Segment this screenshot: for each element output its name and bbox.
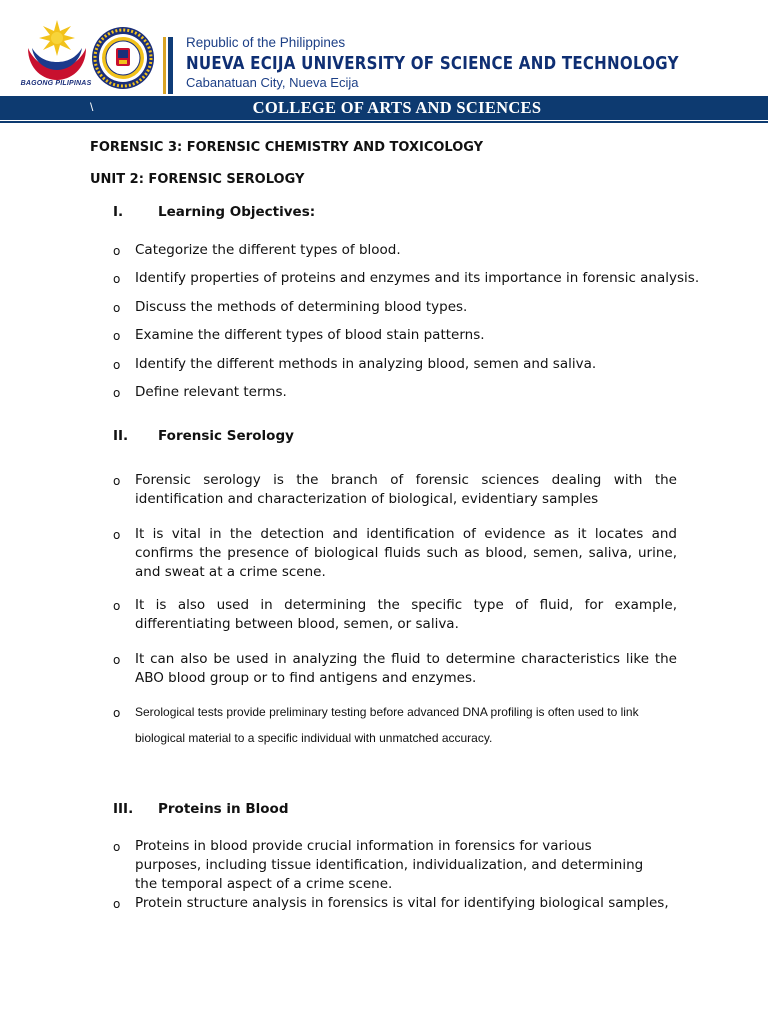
section-1-number: I. xyxy=(113,204,124,220)
banner-mark: \ xyxy=(90,100,94,114)
unit-title: UNIT 2: FORENSIC SEROLOGY xyxy=(90,172,305,187)
letterhead xyxy=(0,0,768,124)
college-name: COLLEGE OF ARTS AND SCIENCES xyxy=(252,98,542,117)
list-item: Examine the different types of blood stain patterns. xyxy=(135,327,485,343)
bullet-marker: o xyxy=(113,897,121,911)
list-item: Protein structure analysis in forensics is vital for identifying biological samples, xyxy=(135,895,669,911)
list-item: Identify the different methods in analyzing blood, semen and saliva. xyxy=(135,356,597,372)
university-location: Cabanatuan City, Nueva Ecija xyxy=(186,75,359,90)
bullet-marker: o xyxy=(113,244,121,258)
paragraph-item: It can also be used in analyzing the fluid to determine characteristics like the ABO blood group or to find antigens and enzymes. xyxy=(135,651,677,686)
course-title: FORENSIC 3: FORENSIC CHEMISTRY AND TOXICOLOGY xyxy=(90,140,484,155)
bullet-marker: o xyxy=(113,386,121,400)
republic-label: Republic of the Philippines xyxy=(186,35,346,50)
bullet-marker: o xyxy=(113,706,121,720)
university-name: NUEVA ECIJA UNIVERSITY OF SCIENCE AND TECHNOLOGY xyxy=(186,54,679,74)
paragraph-item: Forensic serology is the branch of forensic sciences dealing with the identification and characterization of biological, evidentiary samples xyxy=(135,472,677,507)
paragraph-item: Proteins in blood provide crucial information in forensics for various purposes, including tissue identification, individualization, and determining the temporal aspect of a crime scene. xyxy=(135,838,644,892)
college-banner-underline xyxy=(0,121,768,123)
section-3-title: Proteins in Blood xyxy=(158,801,289,817)
university-seal-icon xyxy=(91,26,155,90)
list-item: Categorize the different types of blood. xyxy=(135,242,401,258)
bullet-marker: o xyxy=(113,840,121,854)
bullet-marker: o xyxy=(113,599,121,613)
paragraph-item: It is also used in determining the specific type of fluid, for example, differentiating between blood, semen, or saliva. xyxy=(135,597,677,632)
list-item: Identify properties of proteins and enzymes and its importance in forensic analysis. xyxy=(135,270,700,286)
paragraph-item: It is vital in the detection and identification of evidence as it locates and confirms the presence of biological fluids such as blood, semen, saliva, urine, and sweat at a crime scene. xyxy=(135,526,677,580)
list-item: Define relevant terms. xyxy=(135,384,287,400)
section-1-title: Learning Objectives: xyxy=(158,204,316,220)
list-item: Discuss the methods of determining blood types. xyxy=(135,299,468,315)
bullet-marker: o xyxy=(113,653,121,667)
paragraph-item-small: Serological tests provide preliminary testing before advanced DNA profiling is often used to link biological material to a specific individual with unmatched accuracy. xyxy=(135,705,639,745)
bagong-pilipinas-label: BAGONG PILIPINAS xyxy=(20,80,92,87)
section-2-number: II. xyxy=(113,428,129,444)
section-3-number: III. xyxy=(113,801,134,817)
bullet-marker: o xyxy=(113,358,121,372)
section-2-title: Forensic Serology xyxy=(158,428,294,444)
header-divider-blue xyxy=(168,37,173,94)
header-divider-gold xyxy=(163,37,166,94)
bullet-marker: o xyxy=(113,301,121,315)
bullet-marker: o xyxy=(113,272,121,286)
bullet-marker: o xyxy=(113,528,121,542)
bullet-marker: o xyxy=(113,474,121,488)
bullet-marker: o xyxy=(113,329,121,343)
